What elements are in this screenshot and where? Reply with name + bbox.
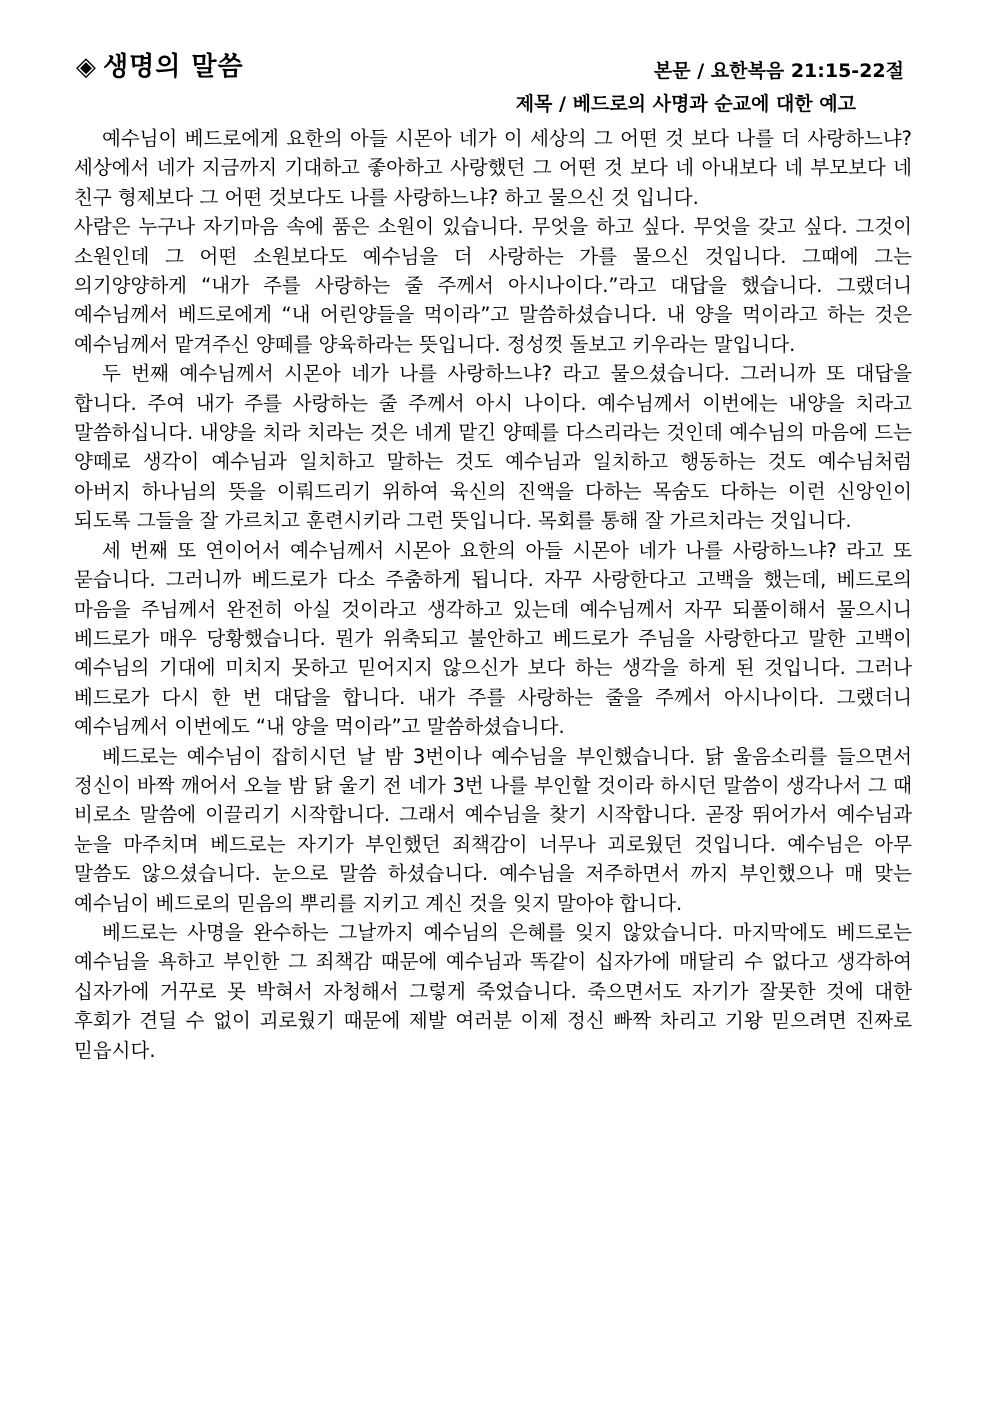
paragraph-6: 베드로는 사명을 완수하는 그날까지 예수님의 은혜를 잊지 않았습니다. 마지막에도 베드로는 예수님을 욕하고 부인한 그 죄책감 때문에 예수님과 똑같이 십자가에 매달리 수 없다고 생각하여 십자가에 거꾸로 못 박혀서 자청해서 그렇게 죽었습니다. 죽으면서도 자기가 잘못한 것에 대한 후회가 견딜 수 없이 괴로웠기 때문에 제발 여러분 이제 정신 빠짝 차리고 기왕 믿으려면 진짜로 믿읍시다. xyxy=(74,920,912,1062)
diamond-bullet-icon: ◈ xyxy=(76,52,97,82)
paragraph-4: 세 번째 또 연이어서 예수님께서 시몬아 요한의 아들 시몬아 네가 나를 사랑하느냐? 라고 또 묻습니다. 그러니까 베드로가 다소 주춤하게 됩니다. 자꾸 사랑한다고 고백을 했는데, 베드로의 마음을 주님께서 완전히 아실 것이라고 생각하고 있는데 예수님께서 자꾸 되풀이해서 물으시니 베드로가 매우 당황했습니다. 뭔가 위축되고 불안하고 베드로가 주님을 사랑한다고 말한 고백이 예수님의 기대에 미치지 못하고 믿어지지 않으신가 보다 하는 생각을 하게 된 것입니다. 그러나 베드로가 다시 한 번 대답을 합니다. 내가 주를 사랑하는 줄을 주께서 아시나이다. 그랬더니 예수님께서 이번에도 “내 양을 먹이라”고 말씀하셨습니다. xyxy=(74,538,912,739)
heading-title: 생명의 말씀 xyxy=(103,52,244,82)
sermon-subject: 제목 / 베드로의 사명과 순교에 대한 예고 xyxy=(515,93,856,115)
sermon-body xyxy=(74,124,912,1065)
paragraph-1: 예수님이 베드로에게 요한의 아들 시몬아 네가 이 세상의 그 어떤 것 보다 나를 더 사랑하느냐? 세상에서 네가 지금까지 기대하고 좋아하고 사랑했던 그 어떤 것 보다 네 아내보다 네 부모보다 네 친구 형제보다 그 어떤 것보다도 나를 사랑하느냐? 하고 물으신 것 입니다. xyxy=(74,127,912,209)
scripture-reference: 본문 / 요한복음 21:15-22절 xyxy=(653,60,904,82)
paragraph-2: 사람은 누구나 자기마음 속에 품은 소원이 있습니다. 무엇을 하고 싶다. 무엇을 갖고 싶다. 그것이 소원인데 그 어떤 소원보다도 예수님을 더 사랑하는 가를 물으신 것입니다. 그때에 그는 의기양양하게 “내가 주를 사랑하는 줄 주께서 아시나이다.”라고 대답을 했습니다. 그랬더니 예수님께서 베드로에게 “내 어린양들을 먹이라”고 말씀하셨습니다. 내 양을 먹이라고 하는 것은 예수님께서 맡겨주신 양떼를 양육하라는 뜻입니다. 정성껏 돌보고 키우라는 말입니다. xyxy=(74,215,912,356)
paragraph-5: 베드로는 예수님이 잡히시던 날 밤 3번이나 예수님을 부인했습니다. 닭 울음소리를 들으면서 정신이 바짝 깨어서 오늘 밤 닭 울기 전 네가 3번 나를 부인할 것이라 하시던 말씀이 생각나서 그 때 비로소 말씀에 이끌리기 시작합니다. 그래서 예수님을 찾기 시작합니다. 곧장 뛰어가서 예수님과 눈을 마주치며 베드로는 자기가 부인했던 죄책감이 너무나 괴로웠던 것입니다. 예수님은 아무 말씀도 않으셨습니다. 눈으로 말씀 하셨습니다. 예수님을 저주하면서 까지 부인했으나 매 맞는 예수님이 베드로의 믿음의 뿌리를 지키고 계신 것을 잊지 말아야 합니다. xyxy=(74,744,912,915)
section-heading xyxy=(76,46,244,83)
paragraph-3: 두 번째 예수님께서 시몬아 네가 나를 사랑하느냐? 라고 물으셨습니다. 그러니까 또 대답을 합니다. 주여 내가 주를 사랑하는 줄 주께서 아시 나이다. 예수님께서 이번에는 내양을 치라고 말씀하십니다. 내양을 치라 치라는 것은 네게 맡긴 양떼를 다스리라는 것인데 예수님의 마음에 드는 양떼로 생각이 예수님과 일치하고 말하는 것도 예수님과 일치하고 행동하는 것도 예수님처럼 아버지 하나님의 뜻을 이뤄드리기 위하여 육신의 진액을 다하는 목숨도 다하는 이런 신앙인이 되도록 그들을 잘 가르치고 훈련시키라 그런 뜻입니다. 목회를 통해 잘 가르치라는 것입니다. xyxy=(74,362,912,533)
